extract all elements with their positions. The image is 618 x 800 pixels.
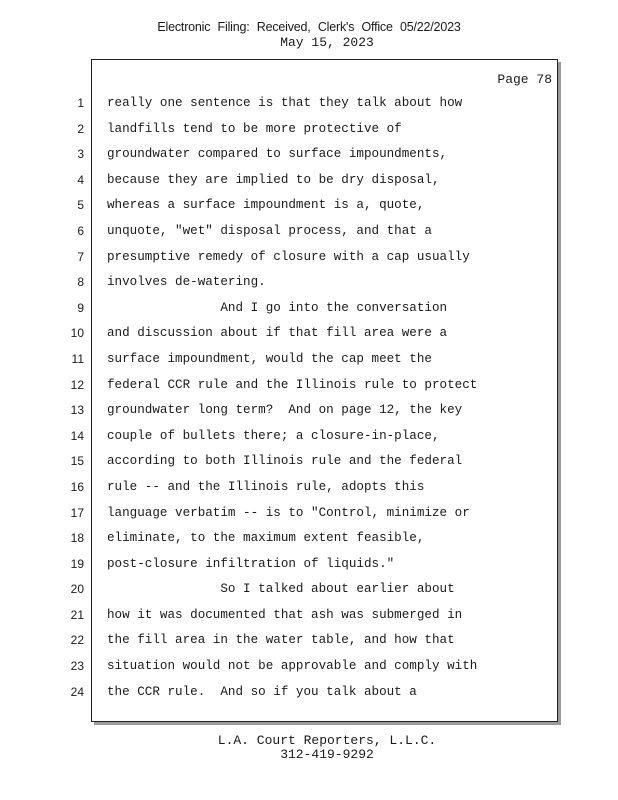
line-number: 18 [70, 531, 84, 546]
line-number: 17 [70, 505, 84, 520]
transcript-line: groundwater compared to surface impoundments, [107, 147, 448, 162]
transcript-line: federal CCR rule and the Illinois rule to protect [107, 377, 478, 392]
line-number: 24 [70, 684, 84, 699]
line-number: 10 [70, 326, 84, 341]
transcript-line: landfills tend to be more protective of [107, 121, 402, 136]
transcript-line: really one sentence is that they talk about how [107, 96, 463, 110]
transcript-line: couple of bullets there; a closure-in-place, [107, 428, 440, 443]
transcript-line: post-closure infiltration of liquids." [107, 556, 395, 571]
line-number: 6 [77, 223, 84, 238]
line-number: 3 [77, 147, 84, 162]
transcript-line: the fill area in the water table, and how that [107, 633, 455, 648]
transcript-line: according to both Illinois rule and the federal [107, 454, 463, 469]
line-number: 23 [70, 659, 84, 674]
filing-stamp: Electronic Filing: Received, Clerk's Office 05/22/2023 [157, 20, 461, 34]
transcript-line: And I go into the conversation [107, 300, 448, 315]
line-number: 13 [70, 403, 84, 418]
line-number-column [64, 95, 84, 709]
transcript-line: language verbatim -- is to "Control, minimize or [107, 505, 470, 520]
transcript-line: the CCR rule. And so if you talk about a [107, 684, 417, 699]
transcript-line: eliminate, to the maximum extent feasible, [107, 531, 425, 546]
transcript-text [107, 95, 547, 709]
transcript-line: presumptive remedy of closure with a cap usually [107, 249, 470, 264]
transcript-line: situation would not be approvable and comply with [107, 659, 478, 674]
line-number: 11 [71, 351, 84, 366]
transcript-line: how it was documented that ash was submerged in [107, 607, 463, 622]
line-number: 5 [77, 198, 84, 213]
transcript-line: surface impoundment, would the cap meet the [107, 351, 432, 366]
line-number: 19 [70, 556, 84, 571]
transcript-line: because they are implied to be dry disposal, [107, 172, 440, 187]
court-reporter-phone: 312-419-9292 [280, 747, 374, 762]
line-number: 12 [70, 377, 84, 392]
line-number: 7 [77, 249, 84, 264]
line-number: 16 [70, 479, 84, 494]
line-number: 21 [70, 607, 84, 622]
transcript-line: rule -- and the Illinois rule, adopts this [107, 479, 425, 494]
line-number: 14 [70, 428, 84, 443]
court-reporter-name: L.A. Court Reporters, L.L.C. [217, 733, 437, 748]
line-number: 4 [77, 172, 84, 187]
transcript-line: and discussion about if that fill area were a [107, 326, 448, 341]
line-number: 2 [77, 121, 84, 136]
page-number: Page 78 [497, 72, 552, 87]
transcript-line: groundwater long term? And on page 12, the key [107, 403, 463, 418]
line-number: 22 [70, 633, 84, 648]
line-number: 1 [77, 96, 84, 110]
transcript-line: unquote, "wet" disposal process, and that a [107, 223, 432, 238]
deposition-date: May 15, 2023 [280, 35, 374, 50]
line-number: 15 [70, 454, 84, 469]
line-number: 8 [77, 275, 84, 290]
transcript-line: involves de-watering. [107, 275, 266, 290]
transcript-line: So I talked about earlier about [107, 582, 455, 597]
line-number: 20 [70, 582, 84, 597]
transcript-line: whereas a surface impoundment is a, quote, [107, 198, 425, 213]
line-number: 9 [77, 300, 84, 315]
